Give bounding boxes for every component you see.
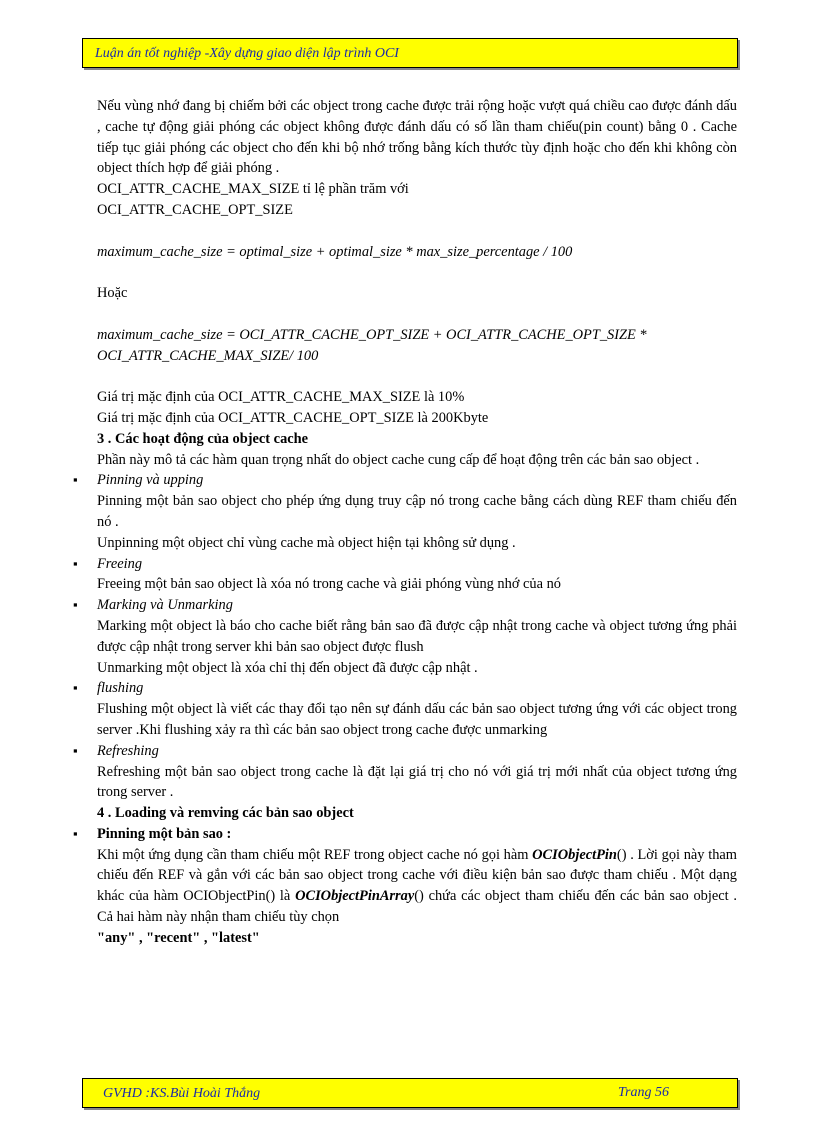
paragraph-opt-size: OCI_ATTR_CACHE_OPT_SIZE [97,201,293,218]
pin-copy-text-3: () chứa các object tham chiếu đến các bản sao object . Cả hai hàm này nhận tham chiếu tùy chọn [97,888,737,926]
equation-1: maximum_cache_size = optimal_size + optimal_size * max_size_percentage / 100 [97,243,573,260]
default-opt-size: Giá trị mặc định của OCI_ATTR_CACHE_OPT_SIZE là 200Kbyte [97,409,489,426]
function-ociobjectpinarray: OCIObjectPinArray [295,888,415,905]
equation-2: maximum_cache_size = OCI_ATTR_CACHE_OPT_SIZE + OCI_ATTR_CACHE_OPT_SIZE * OCI_ATTR_CACHE_MAX_SIZE/ 100 [97,326,647,364]
paragraph-max-size: OCI_ATTR_CACHE_MAX_SIZE tỉ lệ phần trăm với [97,181,409,198]
section-3-heading: 3 . Các hoạt động của object cache [97,430,309,447]
bullet-pinning-title: ▪ Pinning và upping [97,470,737,491]
bullet-marking-text-1: Marking một object là báo cho cache biết rằng bản sao đã được cập nhật trong cache và object tương ứng phải được cập nhật trong server khi bản sao object được flush [97,617,737,655]
footer-page-number: Trang 56 [618,1085,669,1100]
page-body [97,96,737,949]
pin-copy-text-2: () . Lời gọi này tham chiếu đến REF và gắn với các bản sao object trong cache với điều kiện bản sao được tham chiếu . Một dạng khác của hàm OCIObjectPin() là [97,846,737,905]
bullet-marking-title: ▪ Marking và Unmarking [97,595,737,616]
pin-copy-title-text: Pinning một bản sao : [97,825,232,842]
footer-supervisor: GVHD :KS.Bùi Hoài Thắng [103,1086,261,1101]
page-footer [82,1078,738,1108]
bullet-flushing-text: Flushing một object là viết các thay đổi tạo nên sự đánh dấu các bản sao object tương ứng với các object trong server .Khi flushing xảy ra thì các bản sao object trong cache được unmarking [97,701,737,738]
section-3-intro: Phần này mô tả các hàm quan trọng nhất do object cache cung cấp để hoạt động trên các bản sao object . [97,451,700,468]
bullet-pin-copy-title [97,824,737,845]
bullet-pinning-text-1: Pinning một bản sao object cho phép ứng dụng truy cập nó trong cache bằng cách dùng REF tham chiếu đến nó . [97,493,737,530]
paragraph-cache-release: Nếu vùng nhớ đang bị chiếm bởi các object trong cache được trải rộng hoặc vượt quá chiều cao được đánh dấu , cache tự động giải phóng các object không được đánh dấu có số lần tham chiếu(pin count) bằng 0 . Cache tiếp tục giải phóng các object cho đến khi bộ nhớ trống bằng kích thước tùy định hoặc cho đến khi không còn object thích hợp để giải phóng . [97,98,737,177]
page-header [82,38,738,68]
pin-options [97,928,737,949]
bullet-freeing-title: ▪ Freeing [97,554,737,575]
bullet-pinning-text-2: Unpinning một object chỉ vùng cache mà object hiện tại không sử dụng . [97,534,516,551]
bullet-refreshing-text: Refreshing một bản sao object trong cache là đặt lại giá trị cho nó với giá trị mới nhất của object tương ứng trong server . [97,763,737,801]
bullet-freeing-text: Freeing một bản sao object là xóa nó trong cache và giải phóng vùng nhớ của nó [97,576,561,593]
default-max-size: Giá trị mặc định của OCI_ATTR_CACHE_MAX_SIZE là 10% [97,389,465,406]
function-ociobjectpin: OCIObjectPin [532,846,617,863]
bullet-marking-text-2: Unmarking một object là xóa chỉ thị đến object đã được cập nhật . [97,659,478,676]
pin-options-text: "any" , "recent" , "latest" [97,929,260,946]
text-hoac: Hoặc [97,285,128,302]
header-title: Luận án tốt nghiệp -Xây dựng giao diện lập trình OCI [95,46,399,61]
bullet-flushing-title: ▪ flushing [97,678,737,699]
section-4-heading: 4 . Loading và remving các bản sao object [97,805,354,822]
bullet-refreshing-title: ▪ Refreshing [97,741,737,762]
bullet-pin-copy-text [97,845,737,928]
pin-copy-text-1: Khi một ứng dụng cần tham chiếu một REF trong object cache nó gọi hàm [97,846,533,863]
